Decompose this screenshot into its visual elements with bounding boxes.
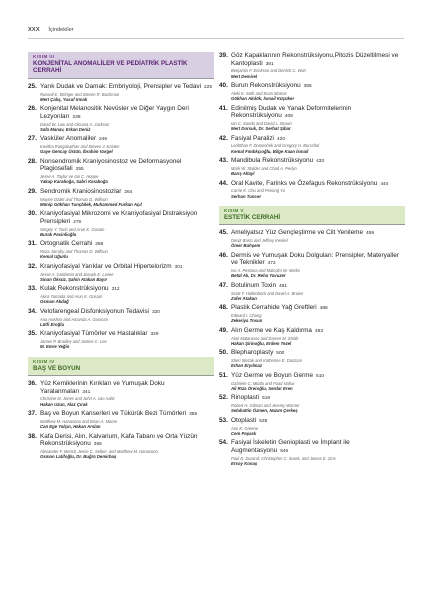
chapter-number: 48. (219, 304, 228, 312)
chapter-number: 26. (28, 105, 37, 113)
toc-entry (28, 263, 214, 282)
chapter-title: Edinilmiş Dudak ve Yanak Deformitelerinin Rekonstrüksiyonu (231, 104, 352, 119)
chapter-title: Burun Rekonstrüksiyonu (231, 82, 301, 89)
chapter-details (40, 240, 214, 259)
chapter-authors: Ivo A. Pestana and Malcolm W. Marks (231, 268, 301, 274)
chapter-page-number: 500 (276, 351, 285, 357)
chapter-details (231, 327, 405, 346)
toc-section (219, 52, 405, 199)
chapter-details (40, 158, 214, 185)
chapter-page-number: 472 (267, 261, 276, 267)
chapter-authors: Gabriele C. Miotto and Foad Nahai (231, 380, 295, 386)
chapter-page-number: 493 (314, 328, 323, 334)
chapter-translators: Cem Paşaslı (231, 430, 257, 436)
chapter-details (231, 82, 405, 101)
chapter-title-line (231, 282, 405, 291)
chapter-details (40, 410, 214, 429)
toc-entry (219, 229, 405, 248)
chapter-authors: Sergey Y. Turin and Arun K. Gosain (40, 226, 105, 232)
chapter-title-line (40, 135, 214, 144)
chapter-page-number: 301 (174, 264, 183, 270)
chapter-title: Ortognatik Cerrahi (40, 240, 93, 248)
chapter-authors: Robert H. Gilman and Jeremy Warner (231, 403, 300, 409)
toc-entry (28, 135, 214, 154)
chapter-page-number: 420 (276, 136, 285, 142)
chapter-number: 31. (28, 240, 37, 248)
chapter-translators: Zafer Atakan (231, 295, 257, 301)
chapter-translators: Kemal Uğurlu (40, 254, 68, 260)
chapter-title: Sendromik Kraniosinostozlar (40, 187, 122, 195)
chapter-title-line (231, 157, 405, 166)
chapter-authors: Alexander F. Mericli, Jesse C. Selber, and Matthew M. Hanasono (40, 448, 158, 454)
chapter-title: Yarık Dudak ve Damak: Embriyoloji, Prensipler ve Tedavi (40, 82, 202, 90)
toc-entry (28, 83, 214, 102)
toc-entry (219, 394, 405, 413)
chapter-translators: Mert Demirel (231, 73, 258, 79)
chapter-details (40, 330, 214, 349)
section-part-label: KISIM V (224, 207, 244, 213)
chapter-details (40, 210, 214, 237)
chapter-details (40, 285, 214, 304)
section-header-band (219, 206, 405, 224)
chapter-title: Kulak Rekonstrüksiyonu (40, 285, 109, 293)
chapter-title-line (231, 52, 405, 68)
chapter-translators: Mert Çalış, Yusuf Irmak (40, 96, 88, 102)
chapter-translators: Sinan Öksüz, Şahin Atakan Bayır (40, 276, 108, 282)
toc-entry (219, 105, 405, 132)
chapter-page-number: 519 (262, 396, 271, 402)
chapter-number: 29. (28, 187, 37, 195)
chapter-authors: Ian C. Sando and David L. Brown (231, 120, 292, 126)
chapter-title: Blepharoplasty (231, 349, 274, 357)
chapter-authors: Ana Hashmi and Amanda A. Gosman (40, 316, 108, 322)
chapter-page-number: 320 (151, 309, 160, 315)
chapter-title: Baş ve Boyun Kanserleri ve Tükürük Bezi Tümörleri (40, 410, 187, 418)
chapter-translators: Can Ege Yalçın, Hakan Arslan (40, 424, 101, 430)
chapter-title: Yüz Germe ve Boyun Germe (231, 371, 314, 379)
toc-entry (219, 52, 405, 79)
toc-entry (28, 158, 214, 185)
chapter-title-line (231, 349, 405, 358)
section-divider (219, 224, 405, 225)
chapter-page-number: 488 (319, 306, 328, 312)
chapter-number: 49. (219, 326, 228, 334)
chapter-authors: Ann K. Greene (231, 425, 259, 431)
toc-section (28, 52, 214, 350)
chapter-title: Nonsendromik Kraniyosinostoz ve Deformasyonel Plagiosefali (40, 157, 182, 173)
chapter-number: 47. (219, 281, 228, 289)
chapter-translators: Gökhan Akdök, İsmail Küçüker (231, 96, 295, 101)
chapter-details (231, 349, 405, 368)
chapter-title-line (40, 188, 214, 197)
chapter-number: 46. (219, 251, 228, 259)
chapter-translators: Ömer Buhşem (231, 243, 261, 249)
chapter-number: 33. (28, 285, 37, 293)
section-part-label: KISIM IV (33, 358, 55, 364)
chapter-page-number: 264 (124, 189, 133, 195)
chapter-page-number: 225 (204, 84, 213, 90)
chapter-translators: Betül Ak, Dr. Reha Yavuzer (231, 273, 286, 279)
chapter-number: 28. (28, 157, 37, 165)
section-title: BAŞ VE BOYUN (33, 364, 81, 372)
chapter-title: Oral Kavite, Farinks ve Özefagus Rekonstrüksiyonu (231, 179, 378, 187)
chapter-translators: Mert Dorsuk, Dr. Serhat Şibar (231, 126, 291, 131)
chapter-title-line (40, 330, 214, 339)
chapter-number: 52. (219, 394, 228, 402)
toc-entry (219, 157, 405, 176)
chapter-authors: Alan Matarasso and Darren M. Smith (231, 335, 299, 341)
toc-entry (219, 282, 405, 301)
chapter-title-line (231, 327, 405, 336)
chapter-page-number: 481 (279, 283, 288, 289)
chapter-title-line (40, 285, 214, 294)
chapter-title: Kraniyofasiyal Mikrozomi ve Kraniyofasiyal Distraksiyon Prensipleri (40, 210, 198, 225)
chapter-translators: Gaye Gencay Üstün, İbrahim Vargel (40, 149, 113, 155)
chapter-title-line (231, 135, 405, 144)
chapter-authors: Paul D. Durand, Christopher C. Surek, and James E. Zins (231, 455, 336, 461)
chapter-number: 36. (28, 380, 37, 388)
chapter-details (231, 229, 405, 248)
chapter-details (231, 439, 405, 466)
chapter-authors: Jesse A. Goldstein and Joseph E. Losee (40, 271, 114, 277)
chapter-translators: Münip Gökhan Tunçbilek, Muhammed Furkan Açıl (40, 201, 142, 207)
chapter-number: 50. (219, 349, 228, 357)
chapter-page-number: 408 (284, 114, 293, 119)
chapter-details (231, 105, 405, 132)
chapter-title-line (40, 263, 214, 272)
toc-entry (219, 327, 405, 346)
section-part-label: KISIM III (33, 54, 55, 59)
chapter-title: Otoplasti (231, 416, 257, 424)
chapter-details (40, 263, 214, 282)
toc-entry (219, 372, 405, 391)
toc-entry (28, 188, 214, 207)
chapter-title-line (40, 83, 214, 92)
chapter-number: 37. (28, 410, 37, 418)
chapter-translators: Zekeriya Tosun (231, 318, 263, 324)
chapter-title-line (231, 417, 405, 426)
toc-entry (28, 285, 214, 304)
chapter-details (231, 417, 405, 436)
chapter-authors: Christine M. Jones and John A. van Aalst (40, 396, 115, 402)
chapter-page-number: 510 (316, 373, 325, 379)
running-header (28, 27, 74, 33)
chapter-details (231, 304, 405, 323)
chapter-details (231, 372, 405, 391)
chapter-title-line (231, 372, 405, 381)
chapter-title: Rinoplasti (231, 394, 260, 402)
page-number: XXX (28, 27, 40, 33)
chapter-number: 25. (28, 82, 37, 90)
chapter-title: Fasiyal İskeletin Genioplasti ve İmplant ile Augmentasyonu (231, 439, 350, 454)
chapter-title-line (40, 158, 214, 174)
chapter-details (40, 188, 214, 207)
header-divider (28, 38, 404, 39)
chapter-details (40, 433, 214, 460)
chapter-number: 34. (28, 307, 37, 315)
chapter-title: Velofarengeal Disfonksiyonun Tedavisi (40, 307, 149, 315)
chapter-page-number: 329 (150, 332, 159, 338)
chapter-page-number: 538 (259, 418, 268, 424)
chapter-translators: Barış Altayl (231, 171, 255, 176)
chapter-page-number: 288 (95, 242, 104, 248)
chapter-number: 30. (28, 210, 37, 218)
chapter-title: Mandibula Rekonstrüksiyonu (231, 157, 314, 164)
toc-entry (219, 349, 405, 368)
chapter-page-number: 341 (82, 389, 91, 395)
chapter-authors: Jesse A. Taylor ve Ian C. Hoppe (40, 174, 99, 180)
chapter-number: 54. (219, 439, 228, 447)
chapter-number: 38. (28, 432, 37, 440)
chapter-title-line (40, 410, 214, 419)
chapter-authors: Wayne Ozaki and Thomas D. Willson (40, 196, 108, 202)
chapter-title-line (231, 82, 405, 91)
chapter-number: 40. (219, 82, 228, 89)
chapter-authors: Akira Yamada and Arun K. Gosain (40, 294, 103, 300)
toc-column-right (219, 52, 405, 473)
chapter-title-line (231, 304, 405, 313)
chapter-translators: Selahattin Özmen, Nazım Çerkeş (231, 408, 298, 414)
chapter-authors: Sheri Slezak and Katherine E. Danzani (231, 358, 302, 364)
chapter-authors: Kavitha Ranganathan and Steven J. Kasten (40, 144, 120, 150)
chapter-translators: Burak Pasinlioğlu (40, 231, 77, 237)
chapter-authors: Carrie K. Chu and Peirong Yu (231, 188, 285, 194)
chapter-number: 45. (219, 229, 228, 237)
toc-entry (219, 417, 405, 436)
chapter-authors: Russell E. Ettinger and Steven R. Buchman (40, 91, 120, 97)
chapter-translators: Ali Rıza Öreroğlu, Serdar Eren (231, 385, 293, 391)
chapter-details (40, 308, 214, 327)
toc-section (28, 357, 214, 460)
chapter-translators: Kemal Fındıkçıoğlu, Bilge Kaan İsmail (231, 148, 309, 154)
chapter-title: Plastik Cerrahide Yağ Greftleri (231, 304, 317, 312)
chapter-translators: Hakan Uzun, Alaz Çırak (40, 401, 88, 407)
chapter-title: Kraniyofasiyal Yarıklar ve Orbital Hipertelorizm (40, 262, 172, 270)
toc-entry (28, 105, 214, 132)
chapter-translators: Osman Akdağ (40, 299, 69, 305)
chapter-authors: Matthew M. Hanasono and Brian A. Moore (40, 418, 118, 424)
chapter-title: Alın Germe ve Kaş Kaldırma (231, 326, 312, 334)
chapter-translators: Lütfi Eroğlu (40, 321, 65, 327)
chapter-title-line (231, 439, 405, 455)
chapter-title: Ameliyatsız Yüz Gençleştirme ve Cilt Yenileme (231, 229, 364, 237)
chapter-page-number: 238 (72, 114, 81, 120)
chapter-details (231, 394, 405, 413)
chapter-title-line (231, 229, 405, 238)
section-header-band (28, 52, 214, 78)
chapter-authors: James P. Bradley and Justine C. Lee (40, 339, 107, 345)
chapter-translators: Safa Manav, Erkan Deniz (40, 126, 91, 132)
toc-entry (28, 330, 214, 349)
chapter-translators: Erhan Eryılmaz (231, 363, 263, 369)
chapter-title: Dermis ve Yumuşak Doku Dolguları: Prensipler, Materyaller ve Teknikler (231, 251, 399, 267)
chapter-title-line (40, 105, 214, 121)
chapter-authors: Edward I. Chang (231, 313, 262, 319)
chapter-details (231, 52, 405, 79)
chapter-title-line (231, 394, 405, 403)
chapter-title: Konjenital Melanositik Nevüsler ve Diğer Yaygın Deri Lezyonları (40, 105, 189, 120)
chapter-title: Fasiyal Paralizi (231, 134, 274, 142)
chapter-page-number: 365 (93, 442, 102, 448)
section-header-band (28, 357, 214, 375)
chapter-page-number: 276 (73, 219, 82, 225)
chapter-translators: Osman Latifoğlu, Dr. Buğra Demirbaş (40, 454, 117, 460)
chapter-title: Botulinum Toxin (231, 281, 276, 289)
chapter-title: Kafa Derisi, Alın, Kalvarium, Kafa Tabanı ve Orta Yüzün Rekonstrüksiyonu (40, 432, 198, 448)
toc-entry (219, 180, 405, 199)
chapter-translators: Yakup Karaboğa, Sabri Karaboğa (40, 179, 108, 185)
chapter-number: 27. (28, 135, 37, 143)
chapter-title: Göz Kapaklarının Rekonstrüksiyonu,Pitozis Düzeltilmesi ve Kantoplasti (231, 52, 399, 67)
chapter-title: Vasküler Anomaliler (40, 135, 97, 143)
chapter-translators: Ersoy Konaş (231, 460, 258, 466)
chapter-authors: Aleki K. Seth and Evan Matros (231, 90, 287, 96)
toc-column-left (28, 52, 214, 467)
chapter-authors: Scott T. Hollenbeck and David A. Brown (231, 290, 304, 296)
chapter-number: 43. (219, 157, 228, 164)
chapter-authors: Deniz Basci and Jeffrey Kenkel (231, 238, 288, 244)
chapter-details (40, 83, 214, 102)
chapter-title-line (231, 180, 405, 189)
chapter-title: Kraniyofasiyal Tümörler ve Hastalıklar (40, 330, 148, 338)
toc-section (219, 206, 405, 466)
chapter-details (231, 180, 405, 199)
chapter-title-line (231, 252, 405, 268)
chapter-details (231, 252, 405, 279)
chapter-page-number: 444 (380, 181, 389, 187)
toc-entry (219, 304, 405, 323)
chapter-page-number: 255 (75, 167, 84, 173)
chapter-details (231, 157, 405, 176)
toc-entry (28, 433, 214, 460)
chapter-number: 39. (219, 52, 228, 59)
chapter-page-number: 546 (280, 448, 289, 454)
section-divider (28, 375, 214, 376)
chapter-authors: Mark W. Stalder and Chad A. Perlyn (231, 165, 297, 171)
chapter-page-number: 312 (111, 287, 120, 293)
chapter-title-line (40, 210, 214, 226)
chapter-authors: Leahthan F. Domeshek and Gregory H. Borschel (231, 143, 320, 149)
toc-entry (219, 82, 405, 101)
chapter-details (231, 135, 405, 154)
chapter-number: 42. (219, 134, 228, 142)
toc-entry (28, 308, 214, 327)
chapter-details (40, 135, 214, 154)
chapter-number: 53. (219, 416, 228, 424)
chapter-details (40, 380, 214, 407)
chapter-page-number: 395 (303, 84, 312, 89)
chapter-number: 41. (219, 104, 228, 112)
section-title: ESTETİK CERRAHİ (224, 213, 281, 221)
chapter-number: 35. (28, 330, 37, 338)
chapter-authors: David W. Low and Oksana A. Jackson (40, 121, 110, 127)
chapter-page-number: 381 (265, 61, 274, 67)
chapter-title-line (40, 380, 214, 396)
chapter-page-number: 355 (189, 412, 198, 418)
header-title: İçindekiler (48, 27, 74, 33)
chapter-translators: Serhan Tuncer (231, 193, 262, 199)
chapter-page-number: 246 (99, 137, 108, 143)
chapter-number: 44. (219, 179, 228, 187)
chapter-page-number: 459 (366, 231, 375, 237)
chapter-title: Yüz Kemiklerinin Kırıkları ve Yumuşak Doku Yaralanmaları (40, 380, 165, 395)
chapter-number: 51. (219, 371, 228, 379)
chapter-title-line (231, 105, 405, 121)
section-title: KONJENİTAL ANOMALİLER VE PEDİATRİK PLASTİK CERRAHİ (33, 60, 188, 75)
chapter-title-line (40, 308, 214, 317)
chapter-translators: M. Emre Yeğin (40, 344, 70, 350)
chapter-authors: Reza Jarrahy and Thomas D. Willson (40, 249, 108, 255)
toc-entry (28, 240, 214, 259)
chapter-translators: Hakan Şirinoğlu, Erdem Tezel (231, 340, 292, 346)
chapter-number: 32. (28, 262, 37, 270)
toc-entry (28, 410, 214, 429)
toc-entry (28, 380, 214, 407)
chapter-title-line (40, 240, 214, 249)
chapter-details (231, 282, 405, 301)
chapter-authors: Benjamin F. Erickson and Derrick C. Wan (231, 68, 306, 74)
toc-entry (28, 210, 214, 237)
section-divider (28, 78, 214, 79)
chapter-page-number: 433 (316, 159, 325, 164)
toc-entry (219, 439, 405, 466)
toc-entry (219, 252, 405, 279)
toc-entry (219, 135, 405, 154)
chapter-title-line (40, 433, 214, 449)
chapter-details (40, 105, 214, 132)
